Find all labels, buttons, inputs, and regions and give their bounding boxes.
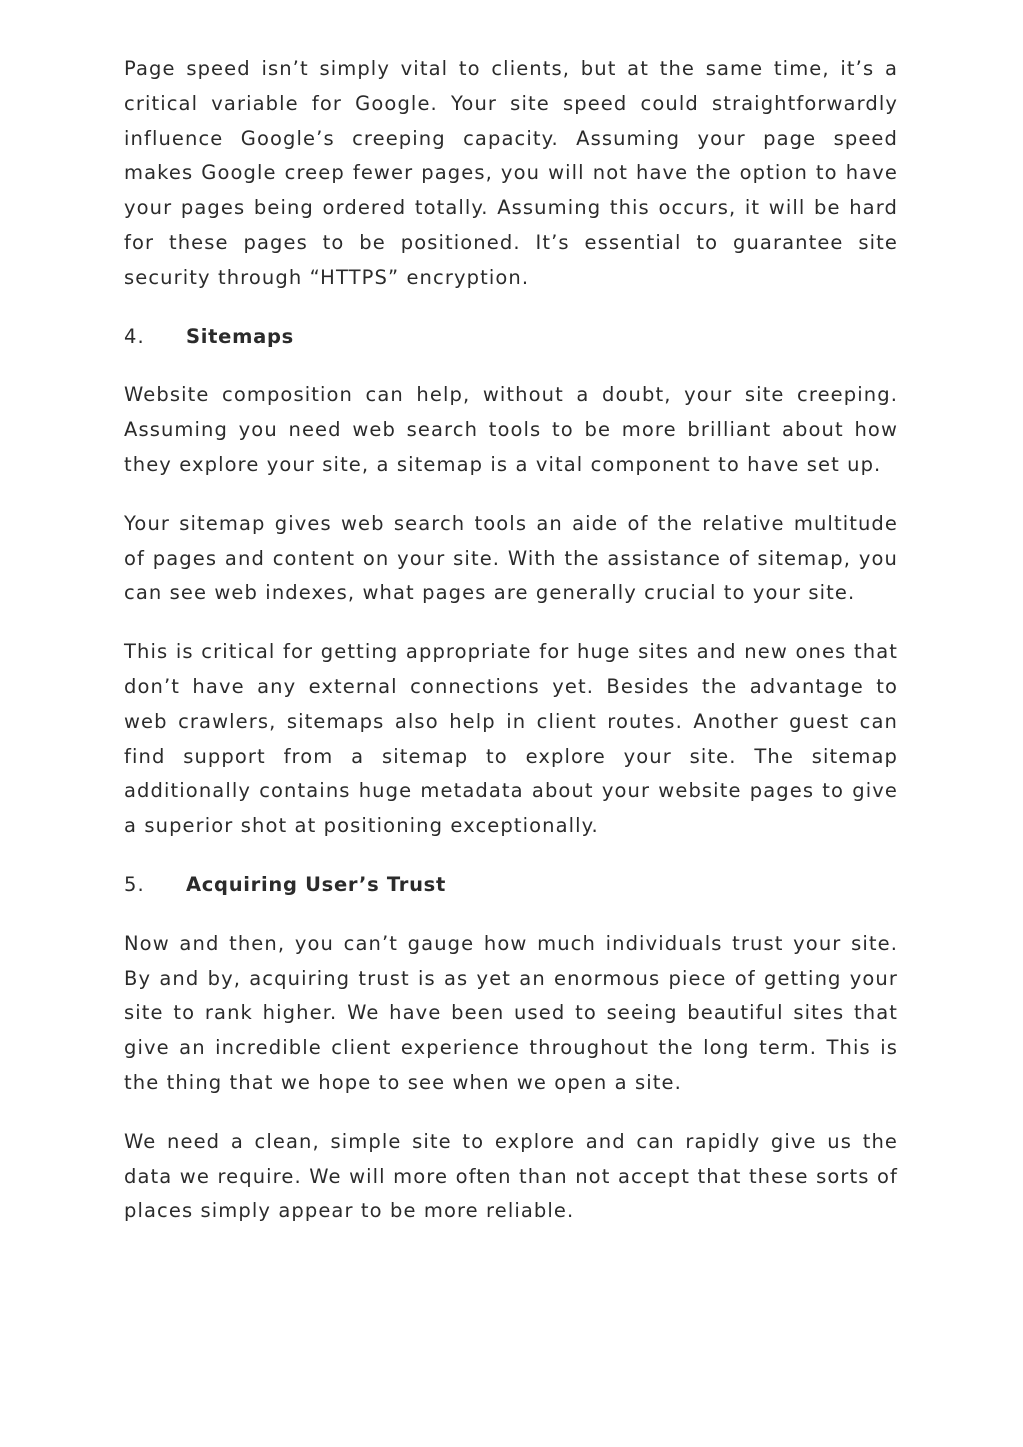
section-title: Sitemaps — [186, 324, 294, 348]
document-page — [124, 52, 898, 1253]
paragraph-clean-site: We need a clean, simple site to explore and can rapidly give us the data we require. We will more often than not accept that these sorts of places simply appear to be more reliable. — [124, 1129, 898, 1223]
section-title: Acquiring User’s Trust — [186, 872, 446, 896]
paragraph-page-speed: Page speed isn’t simply vital to clients, but at the same time, it’s a critical variable for Google. Your site speed could straightforwardly influence Google’s creeping capacity. Assuming your page speed makes Google creep fewer pages, you will not have the option to have your pages being ordered totally. Assuming this occurs, it will be hard for these pages to be positioned. It’s essential to guarantee site security through “HTTPS” encryption. — [124, 57, 898, 289]
paragraph-sitemap-importance: This is critical for getting appropriate for huge sites and new ones that don’t have any external connections yet. Besides the advantage to web crawlers, sitemaps also help in client routes. Another guest can find support from a sitemap to explore your site. The sitemap additionally contains huge metadata about your website pages to give a superior shot at positioning exceptionally. — [124, 640, 898, 838]
paragraph-trust-gauge: Now and then, you can’t gauge how much individuals trust your site. By and by, acquiring trust is as yet an enormous piece of getting your site to rank higher. We have been used to seeing beautiful sites that give an incredible client experience throughout the long term. This is the thing that we hope to see when we open a site. — [124, 931, 898, 1094]
section-number: 5. — [124, 872, 145, 896]
section-heading-sitemaps — [124, 320, 898, 355]
paragraph-website-composition: Website composition can help, without a doubt, your site creeping. Assuming you need web search tools to be more brilliant about how they explore your site, a sitemap is a vital component to have set up. — [124, 383, 898, 476]
section-number: 4. — [124, 324, 145, 348]
paragraph-sitemap-guide: Your sitemap gives web search tools an aide of the relative multitude of pages and content on your site. With the assistance of sitemap, you can see web indexes, what pages are generally crucial to your site. — [124, 511, 898, 605]
section-heading-trust — [124, 868, 898, 903]
